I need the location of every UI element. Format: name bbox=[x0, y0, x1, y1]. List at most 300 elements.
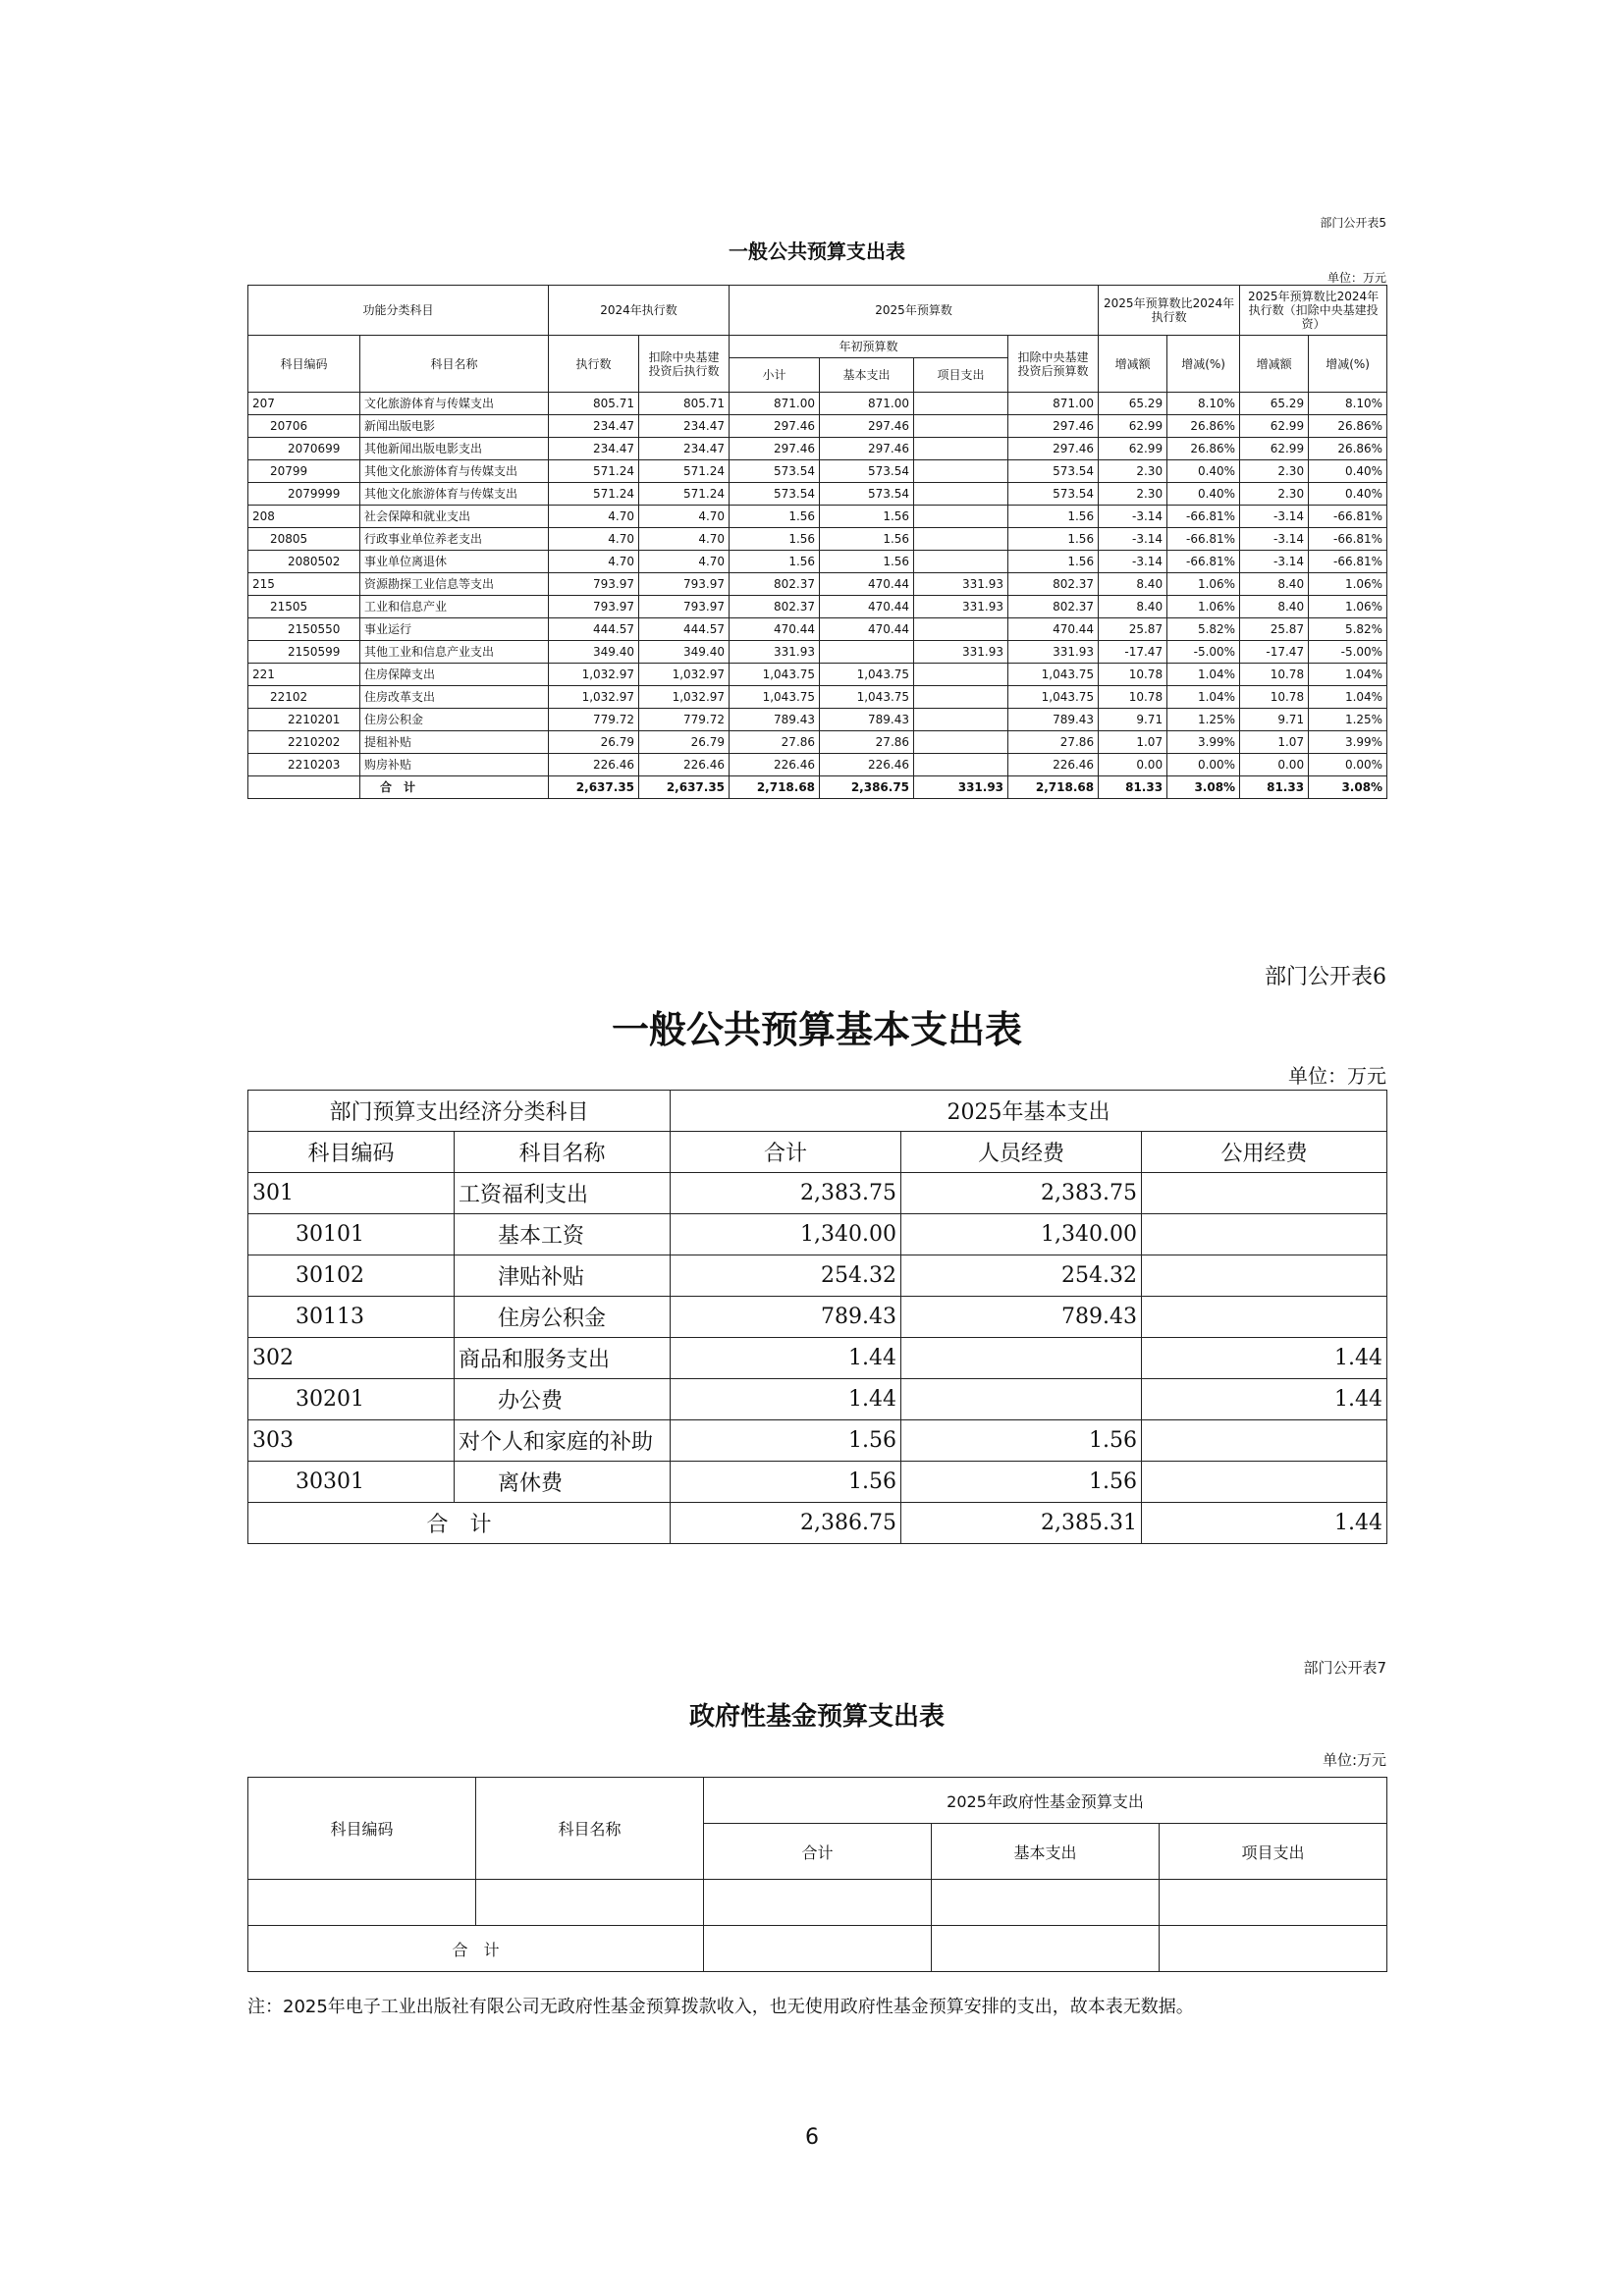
row-cell: 26.86% bbox=[1167, 438, 1240, 460]
row-cell: 444.57 bbox=[549, 618, 639, 641]
row-code: 2070699 bbox=[248, 438, 360, 460]
row-public bbox=[1142, 1420, 1387, 1462]
row-name: 住房公积金 bbox=[455, 1297, 671, 1338]
row-cell: 27.86 bbox=[820, 731, 914, 754]
table5-tag: 部门公开表5 bbox=[1320, 216, 1386, 230]
row-cell: 234.47 bbox=[639, 415, 730, 438]
row-cell: 1.06% bbox=[1309, 596, 1387, 618]
header-total: 合计 bbox=[671, 1132, 901, 1173]
header-personnel: 人员经费 bbox=[901, 1132, 1142, 1173]
row-cell: 2.30 bbox=[1240, 483, 1309, 506]
row-cell: 1,032.97 bbox=[549, 664, 639, 686]
row-cell: 8.10% bbox=[1167, 393, 1240, 415]
row-code: 2210202 bbox=[248, 731, 360, 754]
row-personnel bbox=[901, 1338, 1142, 1379]
row-cell: 802.37 bbox=[730, 573, 820, 596]
row-cell: 331.93 bbox=[914, 641, 1008, 664]
row-code: 22102 bbox=[248, 686, 360, 709]
row-cell: 1.04% bbox=[1309, 686, 1387, 709]
row-cell: -66.81% bbox=[1167, 528, 1240, 551]
row-cell: 0.40% bbox=[1167, 483, 1240, 506]
row-name: 事业运行 bbox=[360, 618, 549, 641]
row-cell: 802.37 bbox=[1008, 596, 1099, 618]
row-code: 301 bbox=[248, 1173, 455, 1214]
row-cell: 789.43 bbox=[820, 709, 914, 731]
row-cell: 1,032.97 bbox=[639, 686, 730, 709]
row-cell: 10.78 bbox=[1099, 686, 1167, 709]
row-cell: 871.00 bbox=[730, 393, 820, 415]
table-row bbox=[248, 415, 1387, 438]
table-row bbox=[248, 528, 1387, 551]
table-row bbox=[248, 438, 1387, 460]
row-public bbox=[1142, 1297, 1387, 1338]
header-pct2: 增减(%) bbox=[1309, 336, 1387, 393]
header-cmp-2024-ex: 2025年预算数比2024年执行数（扣除中央基建投资） bbox=[1240, 286, 1387, 336]
row-cell: 2.30 bbox=[1240, 460, 1309, 483]
row-code: 221 bbox=[248, 664, 360, 686]
row-code: 2150599 bbox=[248, 641, 360, 664]
row-cell bbox=[914, 709, 1008, 731]
row-cell: 349.40 bbox=[549, 641, 639, 664]
row-cell: -3.14 bbox=[1240, 528, 1309, 551]
row-code: 30301 bbox=[248, 1462, 455, 1503]
total-cell: 2,637.35 bbox=[639, 776, 730, 799]
row-cell: 1,043.75 bbox=[730, 664, 820, 686]
row-cell bbox=[914, 438, 1008, 460]
header-exec: 执行数 bbox=[549, 336, 639, 393]
page-number: 6 bbox=[805, 2125, 819, 2150]
row-total: 254.32 bbox=[671, 1255, 901, 1297]
table-row bbox=[248, 596, 1387, 618]
row-total: 1.56 bbox=[671, 1420, 901, 1462]
row-cell: 331.93 bbox=[914, 573, 1008, 596]
table7 bbox=[247, 1777, 1387, 1972]
table-row bbox=[248, 506, 1387, 528]
row-cell: 0.00 bbox=[1240, 754, 1309, 776]
row-code: 215 bbox=[248, 573, 360, 596]
row-cell: 573.54 bbox=[820, 483, 914, 506]
table-row bbox=[248, 664, 1387, 686]
table-row bbox=[248, 460, 1387, 483]
row-cell: 4.70 bbox=[639, 506, 730, 528]
row-cell: 4.70 bbox=[549, 551, 639, 573]
row-cell: 62.99 bbox=[1240, 438, 1309, 460]
row-cell: 1.56 bbox=[730, 528, 820, 551]
row-code: 2079999 bbox=[248, 483, 360, 506]
row-cell: 234.47 bbox=[639, 438, 730, 460]
row-cell: 4.70 bbox=[549, 528, 639, 551]
row-cell: 871.00 bbox=[1008, 393, 1099, 415]
row-cell: 444.57 bbox=[639, 618, 730, 641]
row-name: 工资福利支出 bbox=[455, 1173, 671, 1214]
row-cell: 789.43 bbox=[1008, 709, 1099, 731]
row-cell: 793.97 bbox=[639, 596, 730, 618]
row-cell: 573.54 bbox=[1008, 460, 1099, 483]
row-cell: 349.40 bbox=[639, 641, 730, 664]
row-cell: 573.54 bbox=[1008, 483, 1099, 506]
total-cell: 81.33 bbox=[1240, 776, 1309, 799]
row-cell: 1.56 bbox=[1008, 551, 1099, 573]
total-cell: 2,386.75 bbox=[820, 776, 914, 799]
row-cell: 1,043.75 bbox=[1008, 664, 1099, 686]
total-cell: 3.08% bbox=[1309, 776, 1387, 799]
row-cell: 1,043.75 bbox=[820, 664, 914, 686]
header-project: 项目支出 bbox=[1160, 1824, 1387, 1880]
header-code: 科目编码 bbox=[248, 1778, 476, 1880]
row-cell: 1.06% bbox=[1167, 596, 1240, 618]
table-row bbox=[248, 641, 1387, 664]
row-name: 办公费 bbox=[455, 1379, 671, 1420]
row-cell: 4.70 bbox=[639, 551, 730, 573]
row-name: 津贴补贴 bbox=[455, 1255, 671, 1297]
row-cell: 779.72 bbox=[549, 709, 639, 731]
row-cell: 5.82% bbox=[1167, 618, 1240, 641]
row-cell: 297.46 bbox=[1008, 415, 1099, 438]
row-cell: -66.81% bbox=[1167, 551, 1240, 573]
row-cell: 0.00% bbox=[1167, 754, 1240, 776]
row-cell: 331.93 bbox=[1008, 641, 1099, 664]
header-budget-2025: 2025年预算数 bbox=[730, 286, 1099, 336]
header-basic-2025: 2025年基本支出 bbox=[671, 1091, 1387, 1132]
row-cell: 4.70 bbox=[549, 506, 639, 528]
row-code: 30113 bbox=[248, 1297, 455, 1338]
row-code: 20805 bbox=[248, 528, 360, 551]
row-cell: 25.87 bbox=[1240, 618, 1309, 641]
row-cell: 226.46 bbox=[639, 754, 730, 776]
row-cell: 1.56 bbox=[1008, 506, 1099, 528]
row-name: 商品和服务支出 bbox=[455, 1338, 671, 1379]
row-cell: 0.40% bbox=[1309, 483, 1387, 506]
row-cell: 8.40 bbox=[1099, 596, 1167, 618]
row-personnel: 2,383.75 bbox=[901, 1173, 1142, 1214]
row-cell: 10.78 bbox=[1240, 664, 1309, 686]
row-code: 2210201 bbox=[248, 709, 360, 731]
row-cell bbox=[914, 618, 1008, 641]
row-cell: 26.86% bbox=[1309, 438, 1387, 460]
row-name: 住房改革支出 bbox=[360, 686, 549, 709]
total-cell: 3.08% bbox=[1167, 776, 1240, 799]
row-cell: 1.07 bbox=[1240, 731, 1309, 754]
header-basic: 基本支出 bbox=[932, 1824, 1160, 1880]
total-cell: 2,637.35 bbox=[549, 776, 639, 799]
table7-unit: 单位:万元 bbox=[1322, 1751, 1386, 1769]
header-basic: 基本支出 bbox=[820, 358, 914, 393]
row-cell: 1.25% bbox=[1309, 709, 1387, 731]
row-code: 2210203 bbox=[248, 754, 360, 776]
table-row bbox=[248, 483, 1387, 506]
row-cell: -66.81% bbox=[1309, 528, 1387, 551]
row-personnel: 789.43 bbox=[901, 1297, 1142, 1338]
row-cell: 234.47 bbox=[549, 415, 639, 438]
table-row bbox=[248, 1338, 1387, 1379]
row-cell: 1.06% bbox=[1167, 573, 1240, 596]
row-cell: 226.46 bbox=[820, 754, 914, 776]
row-cell: 331.93 bbox=[914, 596, 1008, 618]
table7-note: 注：2025年电子工业出版社有限公司无政府性基金预算拨款收入，也无使用政府性基金预算安排的支出，故本表无数据。 bbox=[247, 1997, 1194, 2017]
row-code: 208 bbox=[248, 506, 360, 528]
row-name: 社会保障和就业支出 bbox=[360, 506, 549, 528]
row-cell: 234.47 bbox=[549, 438, 639, 460]
row-cell: 3.99% bbox=[1167, 731, 1240, 754]
row-cell bbox=[914, 506, 1008, 528]
table-row bbox=[248, 754, 1387, 776]
row-public bbox=[1142, 1214, 1387, 1255]
row-cell: -3.14 bbox=[1240, 551, 1309, 573]
row-code: 2150550 bbox=[248, 618, 360, 641]
row-cell: 226.46 bbox=[730, 754, 820, 776]
row-cell: 805.71 bbox=[639, 393, 730, 415]
row-cell: 871.00 bbox=[820, 393, 914, 415]
row-cell: 62.99 bbox=[1099, 415, 1167, 438]
row-cell: -66.81% bbox=[1167, 506, 1240, 528]
row-cell: 226.46 bbox=[549, 754, 639, 776]
row-cell: 5.82% bbox=[1309, 618, 1387, 641]
row-cell: 0.00% bbox=[1309, 754, 1387, 776]
row-name: 其他文化旅游体育与传媒支出 bbox=[360, 460, 549, 483]
row-cell: 1.04% bbox=[1309, 664, 1387, 686]
row-personnel: 1.56 bbox=[901, 1462, 1142, 1503]
row-cell bbox=[914, 551, 1008, 573]
row-public: 1.44 bbox=[1142, 1379, 1387, 1420]
header-name: 科目名称 bbox=[360, 336, 549, 393]
row-cell: 10.78 bbox=[1099, 664, 1167, 686]
row-cell: 8.40 bbox=[1240, 596, 1309, 618]
header-incr2: 增减额 bbox=[1240, 336, 1309, 393]
row-cell: -3.14 bbox=[1099, 551, 1167, 573]
row-total: 1,340.00 bbox=[671, 1214, 901, 1255]
row-cell: 65.29 bbox=[1240, 393, 1309, 415]
row-personnel: 254.32 bbox=[901, 1255, 1142, 1297]
row-public bbox=[1142, 1173, 1387, 1214]
row-cell: -3.14 bbox=[1240, 506, 1309, 528]
row-name: 对个人和家庭的补助 bbox=[455, 1420, 671, 1462]
table7-title: 政府性基金预算支出表 bbox=[688, 1702, 945, 1732]
row-cell: 793.97 bbox=[549, 596, 639, 618]
row-name: 其他文化旅游体育与传媒支出 bbox=[360, 483, 549, 506]
row-cell: 9.71 bbox=[1099, 709, 1167, 731]
row-public bbox=[1142, 1462, 1387, 1503]
header-total: 合计 bbox=[704, 1824, 932, 1880]
table-row bbox=[248, 686, 1387, 709]
total-cell: 2,385.31 bbox=[901, 1503, 1142, 1544]
row-cell: 8.40 bbox=[1240, 573, 1309, 596]
row-cell: 470.44 bbox=[820, 618, 914, 641]
row-cell bbox=[820, 641, 914, 664]
row-cell: 297.46 bbox=[820, 415, 914, 438]
header-initial: 年初预算数 bbox=[730, 336, 1008, 358]
row-code: 30201 bbox=[248, 1379, 455, 1420]
row-code: 207 bbox=[248, 393, 360, 415]
row-cell: 805.71 bbox=[549, 393, 639, 415]
table-row bbox=[248, 618, 1387, 641]
row-code: 20799 bbox=[248, 460, 360, 483]
row-name: 提租补贴 bbox=[360, 731, 549, 754]
row-cell: -17.47 bbox=[1099, 641, 1167, 664]
row-name: 文化旅游体育与传媒支出 bbox=[360, 393, 549, 415]
empty-row bbox=[248, 1880, 1387, 1926]
row-cell: 571.24 bbox=[549, 460, 639, 483]
row-cell: 26.86% bbox=[1309, 415, 1387, 438]
row-cell: 1.56 bbox=[820, 506, 914, 528]
row-cell: 297.46 bbox=[730, 415, 820, 438]
row-cell: 25.87 bbox=[1099, 618, 1167, 641]
row-cell bbox=[914, 754, 1008, 776]
row-personnel bbox=[901, 1379, 1142, 1420]
row-cell: 1,032.97 bbox=[639, 664, 730, 686]
header-name: 科目名称 bbox=[476, 1778, 704, 1880]
row-cell: 793.97 bbox=[639, 573, 730, 596]
table5-unit: 单位：万元 bbox=[1326, 271, 1386, 285]
row-code: 30101 bbox=[248, 1214, 455, 1255]
row-cell: 3.99% bbox=[1309, 731, 1387, 754]
row-cell: 1,032.97 bbox=[549, 686, 639, 709]
row-name: 购房补贴 bbox=[360, 754, 549, 776]
row-cell bbox=[914, 393, 1008, 415]
row-cell: -17.47 bbox=[1240, 641, 1309, 664]
row-name: 其他工业和信息产业支出 bbox=[360, 641, 549, 664]
row-cell bbox=[914, 686, 1008, 709]
row-cell: 573.54 bbox=[730, 460, 820, 483]
row-cell: 1.07 bbox=[1099, 731, 1167, 754]
row-cell: 297.46 bbox=[730, 438, 820, 460]
header-func-class: 功能分类科目 bbox=[248, 286, 549, 336]
table-row bbox=[248, 1420, 1387, 1462]
row-cell: 65.29 bbox=[1099, 393, 1167, 415]
row-cell: 571.24 bbox=[639, 460, 730, 483]
table-row bbox=[248, 1214, 1387, 1255]
row-cell: 793.97 bbox=[549, 573, 639, 596]
table-row bbox=[248, 573, 1387, 596]
row-cell: -3.14 bbox=[1099, 506, 1167, 528]
total-label: 合 计 bbox=[360, 776, 549, 799]
table6-unit: 单位：万元 bbox=[1288, 1064, 1386, 1088]
row-total: 2,383.75 bbox=[671, 1173, 901, 1214]
row-cell: 9.71 bbox=[1240, 709, 1309, 731]
row-cell: 1.04% bbox=[1167, 664, 1240, 686]
row-cell: 8.40 bbox=[1099, 573, 1167, 596]
row-code: 2080502 bbox=[248, 551, 360, 573]
row-cell: 0.40% bbox=[1309, 460, 1387, 483]
row-cell: 226.46 bbox=[1008, 754, 1099, 776]
row-cell bbox=[914, 483, 1008, 506]
row-cell bbox=[914, 528, 1008, 551]
header-name: 科目名称 bbox=[455, 1132, 671, 1173]
table6-title: 一般公共预算基本支出表 bbox=[611, 1007, 1022, 1051]
table5 bbox=[247, 285, 1387, 799]
row-cell: 1.06% bbox=[1309, 573, 1387, 596]
table-row bbox=[248, 393, 1387, 415]
row-name: 住房公积金 bbox=[360, 709, 549, 731]
table-row bbox=[248, 1379, 1387, 1420]
row-cell: 571.24 bbox=[639, 483, 730, 506]
header-budget-ex: 扣除中央基建投资后预算数 bbox=[1008, 336, 1099, 393]
row-name: 其他新闻出版电影支出 bbox=[360, 438, 549, 460]
row-code: 30102 bbox=[248, 1255, 455, 1297]
row-personnel: 1.56 bbox=[901, 1420, 1142, 1462]
row-cell: 470.44 bbox=[1008, 618, 1099, 641]
row-cell: 1.25% bbox=[1167, 709, 1240, 731]
row-cell: 1,043.75 bbox=[1008, 686, 1099, 709]
row-cell: 573.54 bbox=[730, 483, 820, 506]
row-name: 资源勘探工业信息等支出 bbox=[360, 573, 549, 596]
row-cell bbox=[914, 460, 1008, 483]
row-code: 21505 bbox=[248, 596, 360, 618]
row-cell: -3.14 bbox=[1099, 528, 1167, 551]
row-cell: 297.46 bbox=[820, 438, 914, 460]
row-cell: 26.79 bbox=[549, 731, 639, 754]
header-code: 科目编码 bbox=[248, 336, 360, 393]
row-cell: 26.79 bbox=[639, 731, 730, 754]
row-cell: 62.99 bbox=[1099, 438, 1167, 460]
row-personnel: 1,340.00 bbox=[901, 1214, 1142, 1255]
header-subtotal: 小计 bbox=[730, 358, 820, 393]
header-incr: 增减额 bbox=[1099, 336, 1167, 393]
row-cell: 1,043.75 bbox=[730, 686, 820, 709]
row-cell: 470.44 bbox=[820, 596, 914, 618]
total-cell: 2,718.68 bbox=[730, 776, 820, 799]
row-cell: 571.24 bbox=[549, 483, 639, 506]
table7-tag: 部门公开表7 bbox=[1303, 1659, 1386, 1677]
header-cmp-2024: 2025年预算数比2024年执行数 bbox=[1099, 286, 1240, 336]
total-cell: 331.93 bbox=[914, 776, 1008, 799]
row-cell: 573.54 bbox=[820, 460, 914, 483]
row-code: 303 bbox=[248, 1420, 455, 1462]
header-code: 科目编码 bbox=[248, 1132, 455, 1173]
row-total: 789.43 bbox=[671, 1297, 901, 1338]
row-cell bbox=[914, 731, 1008, 754]
row-total: 1.44 bbox=[671, 1379, 901, 1420]
table-row bbox=[248, 731, 1387, 754]
total-cell: 2,386.75 bbox=[671, 1503, 901, 1544]
header-exec-ex: 扣除中央基建投资后执行数 bbox=[639, 336, 730, 393]
row-name: 基本工资 bbox=[455, 1214, 671, 1255]
total-cell: 81.33 bbox=[1099, 776, 1167, 799]
table-row bbox=[248, 1297, 1387, 1338]
row-cell: 470.44 bbox=[730, 618, 820, 641]
header-fund-2025: 2025年政府性基金预算支出 bbox=[704, 1778, 1387, 1824]
table-row bbox=[248, 551, 1387, 573]
table-row bbox=[248, 1462, 1387, 1503]
row-cell: 2.30 bbox=[1099, 460, 1167, 483]
row-public bbox=[1142, 1255, 1387, 1297]
row-cell: 62.99 bbox=[1240, 415, 1309, 438]
header-project: 项目支出 bbox=[914, 358, 1008, 393]
row-cell: 2.30 bbox=[1099, 483, 1167, 506]
total-cell: 2,718.68 bbox=[1008, 776, 1099, 799]
header-exec-2024: 2024年执行数 bbox=[549, 286, 730, 336]
row-name: 住房保障支出 bbox=[360, 664, 549, 686]
row-cell: 1.56 bbox=[1008, 528, 1099, 551]
total-label: 合 计 bbox=[248, 1503, 671, 1544]
table6-tag: 部门公开表6 bbox=[1265, 965, 1386, 989]
table-row bbox=[248, 1173, 1387, 1214]
row-name: 离休费 bbox=[455, 1462, 671, 1503]
row-name: 事业单位离退休 bbox=[360, 551, 549, 573]
row-cell: 470.44 bbox=[820, 573, 914, 596]
row-total: 1.56 bbox=[671, 1462, 901, 1503]
table6 bbox=[247, 1090, 1387, 1544]
row-code: 302 bbox=[248, 1338, 455, 1379]
row-cell: 27.86 bbox=[730, 731, 820, 754]
row-cell: 802.37 bbox=[730, 596, 820, 618]
row-name: 工业和信息产业 bbox=[360, 596, 549, 618]
row-cell bbox=[914, 664, 1008, 686]
row-cell: 1,043.75 bbox=[820, 686, 914, 709]
row-code: 20706 bbox=[248, 415, 360, 438]
row-name: 新闻出版电影 bbox=[360, 415, 549, 438]
row-cell: 297.46 bbox=[1008, 438, 1099, 460]
row-cell: 8.10% bbox=[1309, 393, 1387, 415]
